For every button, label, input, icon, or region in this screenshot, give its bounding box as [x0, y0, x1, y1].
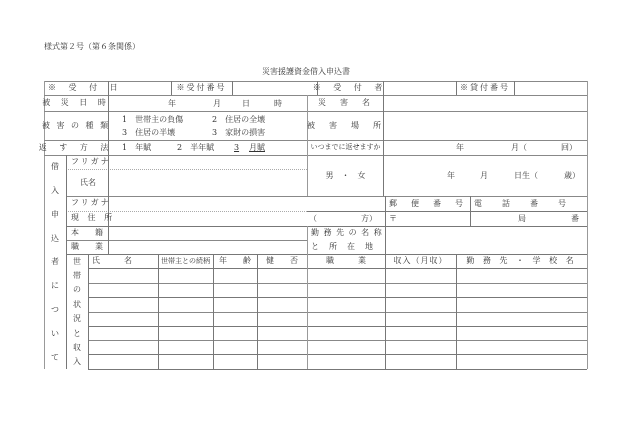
domicile-field[interactable]	[109, 227, 307, 240]
birthdate-field[interactable]: 年 月 日生（ 歳）	[447, 171, 580, 180]
repay-option-2[interactable]: 2 半年賦	[177, 143, 215, 152]
address-field[interactable]: （ 方）	[309, 214, 377, 223]
loan-number-field[interactable]	[515, 82, 587, 95]
repay-method-label: 返 す 方 法	[38, 142, 114, 152]
applicant-side-label: 借 入 申 込 者 に つ い て	[51, 162, 59, 362]
col-occupation: 職 業	[326, 256, 366, 265]
furigana-label: フリガナ	[71, 157, 111, 166]
disaster-datetime-field[interactable]: 年 月 日 時	[168, 99, 282, 108]
damage-type-label: 被 害 の 種 類	[41, 120, 111, 130]
receiver-label: ※ 受 付 者	[312, 83, 388, 92]
workplace-label-2: と 所 在 地	[311, 242, 374, 251]
household-row[interactable]	[89, 284, 587, 297]
disaster-datetime-label: 被 災 日 時	[42, 98, 110, 107]
disaster-name-label: 災 害 名	[318, 98, 373, 107]
postal-code-label: 郵 便 番 号	[389, 198, 466, 208]
domicile-label: 本 籍	[71, 228, 103, 237]
repay-until-label: いつまでに返せますか	[310, 143, 381, 151]
damage-option-4[interactable]: 3 家財の損害	[212, 128, 266, 137]
household-row[interactable]	[89, 269, 587, 283]
col-workplace-school: 勤 務 先 ・ 学 校 名	[466, 256, 577, 265]
repay-option-3[interactable]: 月賦	[249, 143, 265, 152]
damage-option-2[interactable]: 2 住居の全壊	[212, 115, 266, 124]
form-title: 災害援護資金借入申込書	[262, 67, 350, 76]
repay-method-options[interactable]	[109, 141, 307, 155]
damage-place-field[interactable]	[384, 112, 587, 140]
address-furigana-field[interactable]	[109, 197, 307, 211]
disaster-name-field[interactable]	[384, 96, 587, 111]
receipt-date-label: ※ 受 付 日	[48, 83, 123, 92]
col-age: 年 齢	[219, 256, 251, 265]
address-furigana-label: フリガナ	[71, 198, 111, 207]
workplace-field[interactable]	[386, 227, 587, 254]
household-row[interactable]	[89, 298, 587, 312]
damage-type-options[interactable]	[109, 112, 307, 140]
receiver-field[interactable]	[384, 82, 456, 95]
receipt-date-field[interactable]	[109, 82, 171, 95]
loan-number-label: ※貸付番号	[460, 83, 510, 92]
household-side-label: 世 帯 の 状 況 と 収 入	[73, 256, 81, 367]
phone-field[interactable]: 局 番	[518, 214, 579, 223]
household-row[interactable]	[89, 341, 587, 354]
repay-until-field[interactable]: 年 月（ 回）	[456, 143, 577, 152]
col-health: 健 否	[266, 256, 298, 265]
form-number: 様式第２号（第６条関係）	[44, 42, 140, 51]
name-furigana-field[interactable]	[109, 156, 307, 169]
household-row[interactable]	[89, 355, 587, 369]
damage-option-3[interactable]: 3 住居の半壊	[122, 128, 176, 137]
household-row[interactable]	[89, 327, 587, 340]
receipt-number-label: ※受付番号	[176, 83, 227, 92]
workplace-label-1: 勤 務 先 の 名 称	[311, 228, 383, 237]
col-relationship: 世帯主との続柄	[161, 256, 210, 265]
occupation-field[interactable]	[109, 241, 307, 254]
col-income: 収入（月収）	[393, 256, 448, 265]
postal-code-field[interactable]: 〒	[389, 214, 397, 223]
repay-option-3-number[interactable]: 3	[234, 143, 240, 152]
name-field[interactable]	[109, 170, 307, 196]
address-label: 現 住 所	[71, 213, 116, 222]
household-row[interactable]	[89, 313, 587, 326]
damage-place-label: 被 害 場 所	[307, 120, 384, 130]
occupation-label: 職 業	[71, 242, 103, 251]
repay-option-1[interactable]: 1 年賦	[122, 143, 152, 152]
phone-label: 電 話 番 号	[474, 198, 572, 208]
receipt-number-field[interactable]	[233, 82, 317, 95]
name-label: 氏名	[80, 178, 96, 187]
damage-option-1[interactable]: 1 世帯主の負傷	[122, 115, 184, 124]
col-name: 氏 名	[92, 256, 132, 265]
sex-selector[interactable]: 男 ・ 女	[325, 170, 366, 180]
